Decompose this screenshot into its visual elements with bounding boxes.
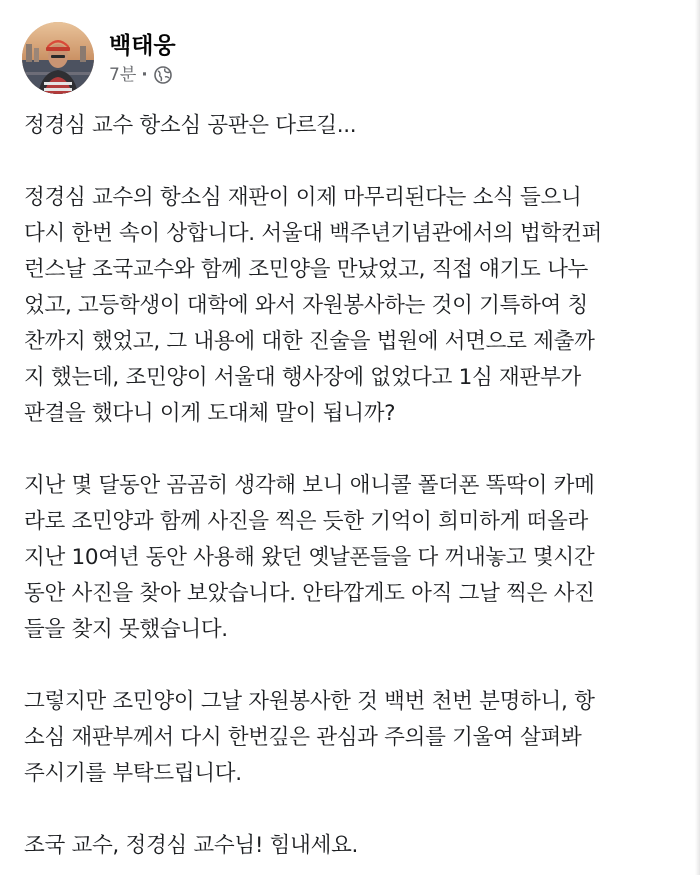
post-paragraph-closing: 조국 교수, 정경심 교수님! 힘내세요.	[24, 833, 359, 858]
post-meta	[109, 31, 176, 86]
post-subline	[109, 64, 176, 86]
author-name[interactable]: 백태웅	[109, 32, 176, 59]
post-body	[24, 108, 674, 864]
separator-dot: ·	[141, 64, 148, 85]
post-header	[22, 22, 176, 94]
post-paragraph-title: 정경심 교수 항소심 공판은 다르길...	[24, 113, 357, 138]
screen-edge-divider	[695, 0, 700, 875]
post-paragraph: 지난 몇 달동안 곰곰히 생각해 보니 애니콜 폴더폰 똑딱이 카메 라로 조민양과 함께 사진을 찍은 듯한 기억이 희미하게 떠올라 지난 10여년 동안 사용해 왔던 옛날폰들을 다 꺼내놓고 몇시간 동안 사진을 찾아 보았습니다. 안타깝게도 아직 그날 찍은 사진 들을 찾지 못했습니다.	[24, 473, 595, 642]
globe-icon[interactable]	[154, 66, 172, 84]
post-paragraph: 정경심 교수의 항소심 재판이 이제 마무리된다는 소식 들으니 다시 한번 속이 상합니다. 서울대 백주년기념관에서의 법학컨퍼 런스날 조국교수와 함께 조민양을 만났었고, 직접 얘기도 나누 었고, 고등학생이 대학에 와서 자원봉사하는 것이 기특하여 칭 찬까지 했었고, 그 내용에 대한 진술을 법원에 서면으로 제출까 지 했는데, 조민양이 서울대 행사장에 없었다고 1심 재판부가 판결을 했다니 이게 도대체 말이 됩니까?	[24, 185, 602, 426]
post-paragraph: 그렇지만 조민양이 그날 자원봉사한 것 백번 천번 분명하니, 항 소심 재판부께서 다시 한번깊은 관심과 주의를 기울여 살펴봐 주시기를 부탁드립니다.	[24, 689, 595, 786]
post-timestamp[interactable]: 7분	[109, 64, 137, 85]
avatar[interactable]	[22, 22, 94, 94]
